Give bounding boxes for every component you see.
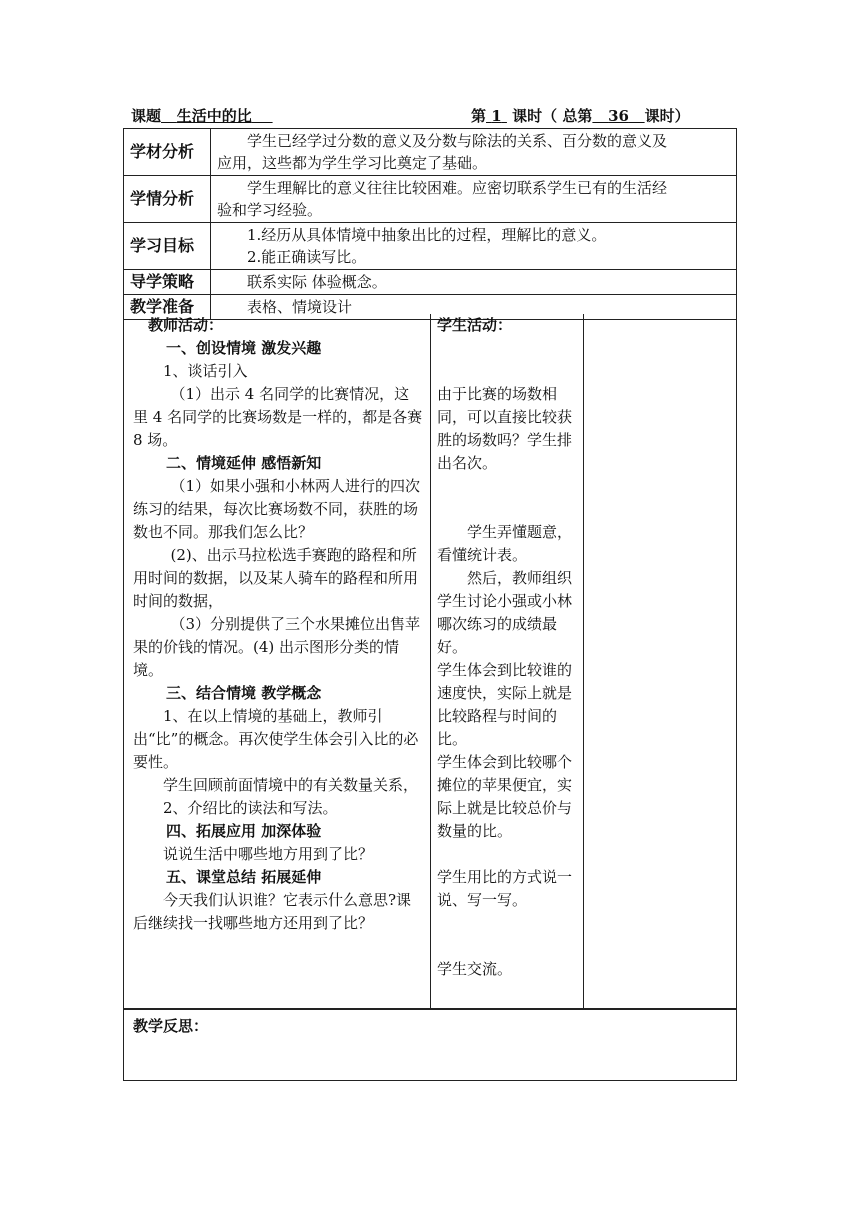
student-text: 学生体会到比较哪个摊位的苹果便宜，实际上就是比较总价与数量的比。	[437, 753, 573, 840]
section-title: 二、情境延伸 感悟新知	[166, 454, 322, 472]
topic-value: 生活中的比	[176, 107, 252, 125]
info-row-strategy	[124, 270, 737, 295]
student-text: 由于比赛的场数相同，可以直接比较获胜的场数吗？学生排出名次。	[437, 385, 573, 472]
info-label: 学情分析	[124, 176, 211, 223]
column-divider	[583, 314, 584, 1008]
student-activities	[437, 314, 580, 981]
section-text: 1、在以上情境的基础上，教师引出“比”的概念。再次使学生体会引入比的必要性。	[133, 707, 419, 771]
section-title: 五、课堂总结 拓展延伸	[166, 868, 322, 886]
reflection-label: 教学反思：	[133, 1017, 209, 1035]
section-text: （1）如果小强和小林两人进行的四次练习的结果，每次比赛场数不同，获胜的场数也不同。那我们怎么比？	[133, 477, 421, 541]
info-content: 1.经历从具体情境中抽象出比的过程，理解比的意义。 2.能正确读写比。	[211, 223, 737, 270]
section-title: 四、拓展应用 加深体验	[166, 822, 322, 840]
activities-section	[123, 314, 737, 1009]
student-text: 学生弄懂题意，看懂统计表。	[437, 523, 573, 564]
info-label: 导学策略	[124, 270, 211, 295]
info-row-situation	[124, 176, 737, 223]
section-title: 三、结合情境 教学概念	[166, 684, 322, 702]
student-text: 学生体会到比较谁的速度快，实际上就是比较路程与时间的比。	[437, 661, 573, 748]
student-heading: 学生活动：	[437, 316, 513, 334]
column-divider	[430, 314, 431, 1008]
teacher-heading: 教师活动：	[148, 316, 224, 334]
lesson-header	[131, 106, 731, 128]
section-text: 说说生活中哪些地方用到了比？	[163, 845, 374, 863]
info-row-goals	[124, 223, 737, 270]
info-content: 联系实际 体验概念。	[211, 270, 737, 295]
section-text: 1、谈话引入	[163, 362, 248, 380]
lesson-count-line: 第 1 课时（ 总第 36 课时）	[471, 107, 690, 125]
info-label: 学习目标	[124, 223, 211, 270]
lesson-number: 1	[491, 107, 502, 125]
student-text: 然后，教师组织学生讨论小强或小林哪次练习的成绩最好。	[437, 569, 573, 656]
info-content: 学生理解比的意义往往比较困难。应密切联系学生已有的生活经 验和学习经验。	[211, 176, 737, 223]
info-content: 学生已经学过分数的意义及分数与除法的关系、百分数的意义及 应用，这些都为学生学习比奠定了基础。	[211, 129, 737, 176]
topic-line	[131, 106, 273, 126]
info-table	[123, 128, 737, 320]
section-text: 学生回顾前面情境中的有关数量关系，	[163, 776, 419, 794]
total-lesson-number: 36	[608, 107, 629, 125]
reflection-box	[123, 1009, 737, 1081]
student-text: 学生用比的方式说一说、写一写。	[437, 868, 573, 909]
section-text: 2、介绍比的读法和写法。	[163, 799, 338, 817]
section-text: (2)、出示马拉松选手赛跑的路程和所用时间的数据，以及某人骑车的路程和所用时间的数据，	[133, 546, 419, 610]
info-label: 教学准备	[124, 295, 211, 320]
topic-label: 课题	[131, 107, 162, 125]
section-title: 一、创设情境 激发兴趣	[166, 339, 322, 357]
info-label: 学材分析	[124, 129, 211, 176]
student-text: 学生交流。	[437, 960, 513, 978]
info-row-material	[124, 129, 737, 176]
teacher-activities	[133, 314, 423, 935]
section-text: 今天我们认识谁？它表示什么意思?课后继续找一找哪些地方还用到了比？	[133, 891, 412, 932]
section-text: （1）出示 4 名同学的比赛情况，这里 4 名同学的比赛场数是一样的，都是各赛 8 场。	[133, 385, 423, 449]
section-text: （3）分别提供了三个水果摊位出售苹果的价钱的情况。(4) 出示图形分类的情境。	[133, 615, 421, 679]
info-content: 表格、情境设计	[211, 295, 737, 320]
